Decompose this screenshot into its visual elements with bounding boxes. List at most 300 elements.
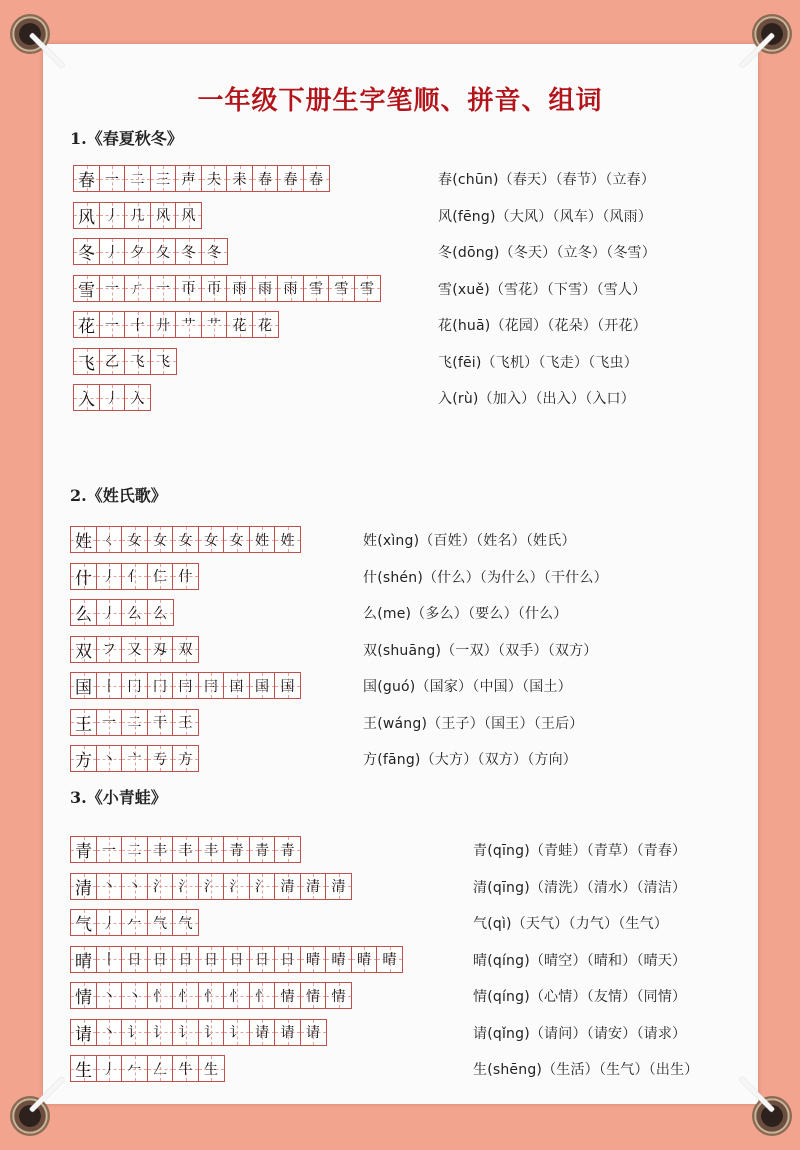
stroke-order-row: [70, 873, 351, 900]
cell-glyph: 𠃋: [153, 1061, 167, 1078]
stroke-order-row: [70, 636, 198, 663]
stroke-step-cell: [147, 909, 174, 936]
cell-glyph: 清: [280, 879, 295, 895]
section-title: 1.《春夏秋冬》: [70, 129, 183, 148]
cell-glyph: 丶: [127, 879, 142, 895]
cell-glyph: 雪: [334, 281, 349, 297]
cell-glyph: 春: [258, 171, 272, 188]
stroke-step-cell: [96, 563, 123, 590]
cell-glyph: 讠: [229, 1025, 244, 1041]
stroke-step-cell: [175, 238, 202, 265]
cell-glyph: 情: [306, 988, 320, 1005]
cell-glyph: 女: [229, 532, 244, 549]
stroke-step-cell: [99, 165, 126, 192]
stroke-step-cell: [198, 946, 225, 973]
cell-glyph: 日: [127, 952, 142, 968]
cell-glyph: ㄑ: [102, 532, 116, 549]
stroke-step-cell: [201, 238, 228, 265]
stroke-order-row: [70, 599, 172, 626]
stroke-step-cell: [150, 165, 177, 192]
cell-glyph: 丶: [102, 751, 116, 768]
stroke-step-cell: [303, 275, 330, 302]
character-cell: [70, 836, 97, 863]
cell-glyph: 入: [130, 390, 145, 407]
section-title: 2.《姓氏歌》: [70, 486, 167, 505]
stroke-step-cell: [328, 275, 355, 302]
cell-glyph: 丶: [102, 1025, 116, 1041]
stroke-step-cell: [249, 672, 276, 699]
stroke-step-cell: [124, 238, 151, 265]
stroke-step-cell: [150, 238, 177, 265]
character-cell: [70, 1019, 97, 1046]
stroke-step-cell: [147, 709, 174, 736]
stroke-step-cell: [96, 745, 123, 772]
cell-glyph: 艹: [207, 317, 221, 334]
cell-glyph: 氵: [178, 879, 193, 895]
cell-glyph: 么: [75, 605, 92, 625]
cell-glyph: 一: [105, 281, 119, 297]
cell-glyph: 二: [127, 842, 142, 859]
pinyin-vocab-line: 姓(xìng)（百姓）（姓名）（姓氏）: [363, 533, 576, 549]
stroke-step-cell: [121, 745, 148, 772]
stroke-step-cell: [249, 1019, 276, 1046]
cell-glyph: 情: [331, 988, 346, 1005]
cell-glyph: 入: [78, 390, 95, 410]
cell-glyph: 冂: [153, 678, 167, 695]
cell-glyph: 春: [309, 171, 323, 188]
stroke-step-cell: [274, 946, 301, 973]
pinyin-vocab-line: 方(fāng)（大方）（双方）（方向）: [363, 752, 577, 768]
stroke-step-cell: [96, 599, 123, 626]
stroke-order-row: [70, 836, 300, 863]
stroke-step-cell: [96, 709, 123, 736]
stroke-order-row: [73, 275, 379, 302]
stroke-order-row: [73, 311, 277, 338]
stroke-step-cell: [249, 946, 276, 973]
stroke-step-cell: [223, 946, 250, 973]
stroke-step-cell: [175, 165, 202, 192]
stroke-step-cell: [376, 946, 403, 973]
stroke-step-cell: [277, 165, 304, 192]
stroke-step-cell: [121, 599, 148, 626]
stroke-step-cell: [300, 1019, 327, 1046]
stroke-step-cell: [172, 909, 199, 936]
cell-glyph: 雨: [232, 281, 247, 297]
stroke-step-cell: [274, 982, 301, 1009]
cell-glyph: 晴: [357, 952, 371, 968]
stroke-step-cell: [96, 1055, 123, 1082]
character-cell: [70, 563, 97, 590]
character-cell: [70, 672, 97, 699]
pinyin-vocab-line: 花(huā)（花园）（花朵）（开花）: [438, 318, 647, 334]
character-cell: [70, 599, 97, 626]
cell-glyph: 晴: [382, 952, 397, 968]
pinyin-vocab-line: 国(guó)（国家）（中国）（国土）: [363, 679, 572, 695]
stroke-step-cell: [252, 275, 279, 302]
stroke-step-cell: [274, 873, 301, 900]
stroke-step-cell: [96, 836, 123, 863]
cell-glyph: 生: [204, 1061, 218, 1078]
stroke-step-cell: [351, 946, 378, 973]
stroke-step-cell: [99, 275, 126, 302]
character-cell: [73, 238, 100, 265]
stroke-step-cell: [147, 836, 174, 863]
stroke-step-cell: [325, 946, 352, 973]
cell-glyph: 二: [130, 171, 145, 188]
stroke-step-cell: [226, 311, 253, 338]
character-cell: [70, 873, 97, 900]
stroke-step-cell: [325, 873, 352, 900]
stroke-order-row: [70, 982, 351, 1009]
cell-glyph: 冬: [181, 244, 196, 261]
stroke-step-cell: [121, 672, 148, 699]
cell-glyph: 女: [153, 532, 167, 549]
cell-glyph: 丿: [105, 208, 119, 224]
stroke-step-cell: [274, 1019, 301, 1046]
stroke-order-row: [70, 909, 198, 936]
stroke-step-cell: [172, 636, 199, 663]
pin-bottom-left: [10, 1096, 50, 1136]
stroke-order-row: [70, 526, 300, 553]
pinyin-vocab-line: 气(qì)（天气）（力气）（生气）: [473, 916, 669, 932]
stroke-step-cell: [172, 1019, 199, 1046]
cell-glyph: 日: [204, 952, 218, 968]
pinyin-vocab-line: 风(fēng)（大风）（风车）（风雨）: [438, 208, 653, 225]
cell-glyph: 女: [178, 532, 193, 549]
cell-glyph: 雨: [283, 281, 298, 297]
stroke-step-cell: [175, 311, 202, 338]
cell-glyph: 雪: [78, 280, 95, 301]
stroke-step-cell: [121, 982, 148, 1009]
character-cell: [70, 909, 97, 936]
cell-glyph: 请: [306, 1025, 320, 1041]
character-cell: [73, 348, 100, 375]
stroke-step-cell: [303, 165, 330, 192]
stroke-step-cell: [121, 526, 148, 553]
stroke-step-cell: [226, 275, 253, 302]
cell-glyph: 方: [178, 751, 193, 768]
stroke-step-cell: [325, 982, 352, 1009]
cell-glyph: 双: [75, 641, 92, 662]
stroke-step-cell: [198, 526, 225, 553]
pinyin-vocab-line: 王(wáng)（王子）（国王）（王后）: [363, 715, 584, 732]
stroke-order-row: [70, 709, 198, 736]
cell-glyph: 国: [280, 678, 295, 695]
cell-glyph: 女: [204, 532, 218, 549]
cell-glyph: 情: [75, 988, 92, 1008]
pinyin-vocab-line: 什(shén)（什么）（为什么）（干什么）: [363, 569, 608, 586]
pinyin-vocab-line: 飞(fēi)（飞机）（飞走）（飞虫）: [438, 354, 638, 371]
stroke-step-cell: [121, 563, 148, 590]
character-cell: [70, 745, 97, 772]
stroke-step-cell: [124, 165, 151, 192]
stroke-step-cell: [147, 526, 174, 553]
stroke-step-cell: [121, 636, 148, 663]
stroke-step-cell: [96, 526, 123, 553]
stroke-step-cell: [124, 275, 151, 302]
stroke-step-cell: [274, 526, 301, 553]
pinyin-vocab-line: 春(chūn)（春天）（春节）（立春）: [438, 172, 656, 188]
stroke-order-row: [70, 946, 402, 973]
stroke-step-cell: [96, 873, 123, 900]
stroke-step-cell: [121, 1019, 148, 1046]
stroke-step-cell: [274, 672, 301, 699]
cell-glyph: 王: [178, 715, 193, 731]
cell-glyph: 春: [283, 171, 298, 188]
character-cell: [73, 384, 100, 411]
cell-glyph: 冬: [207, 244, 221, 261]
stroke-step-cell: [99, 384, 126, 411]
stroke-step-cell: [223, 836, 250, 863]
pinyin-vocab-line: 冬(dōng)（冬天）（立冬）（冬雪）: [438, 245, 656, 261]
stroke-step-cell: [96, 946, 123, 973]
stroke-step-cell: [201, 275, 228, 302]
cell-glyph: 三: [156, 171, 170, 188]
stroke-step-cell: [150, 275, 177, 302]
pinyin-vocab-line: 么(me)（多么）（要么）（什么）: [363, 606, 568, 622]
stroke-step-cell: [96, 636, 123, 663]
cell-glyph: 日: [280, 952, 295, 968]
stroke-step-cell: [147, 946, 174, 973]
cell-glyph: 丶: [102, 988, 116, 1005]
stroke-step-cell: [147, 1055, 174, 1082]
stroke-step-cell: [147, 745, 174, 772]
stroke-step-cell: [121, 836, 148, 863]
stroke-step-cell: [147, 672, 174, 699]
cell-glyph: 丰: [204, 842, 218, 859]
stroke-step-cell: [99, 348, 126, 375]
stroke-step-cell: [300, 873, 327, 900]
stroke-step-cell: [121, 909, 148, 936]
stroke-step-cell: [252, 311, 279, 338]
cell-glyph: 忄: [204, 988, 218, 1005]
cell-glyph: 忄: [178, 988, 193, 1005]
pinyin-vocab-line: 青(qīng)（青蛙）（青草）（青春）: [473, 843, 687, 859]
cell-glyph: 春: [78, 171, 95, 191]
character-cell: [70, 709, 97, 736]
cell-glyph: 丶: [102, 879, 116, 895]
cell-glyph: 丰: [178, 842, 193, 859]
cell-glyph: 一: [102, 715, 116, 731]
cell-glyph: 丿: [102, 1061, 116, 1078]
cell-glyph: 青: [280, 842, 295, 859]
cell-glyph: 一: [105, 317, 119, 334]
section-title: 3.《小青蛙》: [70, 788, 167, 807]
stroke-step-cell: [226, 165, 253, 192]
cell-glyph: 飞: [156, 354, 170, 370]
cell-glyph: 仁: [153, 569, 167, 585]
stroke-step-cell: [223, 982, 250, 1009]
cell-glyph: 么: [153, 605, 167, 622]
stroke-order-row: [73, 384, 150, 411]
cell-glyph: 雨: [258, 281, 272, 297]
cell-glyph: 又: [127, 642, 142, 658]
pinyin-vocab-line: 请(qǐng)（请问）（请安）（请求）: [473, 1025, 687, 1042]
pinyin-vocab-line: 入(rù)（加入）（出入）（入口）: [438, 391, 635, 407]
cell-glyph: 晴: [75, 951, 92, 972]
stroke-step-cell: [99, 238, 126, 265]
pinyin-vocab-line: 清(qīng)（清洗）（清水）（清洁）: [473, 879, 687, 896]
character-cell: [70, 636, 97, 663]
cell-glyph: 丿: [102, 569, 116, 585]
stroke-step-cell: [198, 1019, 225, 1046]
stroke-step-cell: [150, 202, 177, 229]
cell-glyph: 花: [258, 317, 272, 334]
cell-glyph: 气: [75, 915, 92, 935]
cell-glyph: 丰: [153, 842, 167, 859]
stroke-order-row: [70, 1055, 223, 1082]
cell-glyph: 帀: [181, 281, 196, 297]
stroke-step-cell: [252, 165, 279, 192]
stroke-step-cell: [172, 563, 199, 590]
cell-glyph: 日: [229, 952, 244, 968]
cell-glyph: 氵: [153, 879, 167, 895]
stroke-step-cell: [121, 946, 148, 973]
stroke-step-cell: [249, 836, 276, 863]
cell-glyph: 刄: [153, 642, 167, 658]
cell-glyph: 丿: [102, 915, 116, 932]
stroke-step-cell: [223, 526, 250, 553]
cell-glyph: 艹: [181, 317, 196, 334]
cell-glyph: 忄: [229, 988, 244, 1005]
cell-glyph: 雪: [360, 281, 374, 297]
cell-glyph: 花: [78, 317, 95, 337]
stroke-step-cell: [198, 672, 225, 699]
cell-glyph: 姓: [75, 532, 92, 552]
cell-glyph: 国: [75, 678, 92, 698]
cell-glyph: 二: [127, 715, 142, 731]
cell-glyph: 青: [229, 842, 244, 859]
cell-glyph: 双: [178, 642, 193, 658]
cell-glyph: 冃: [178, 678, 193, 695]
stroke-step-cell: [201, 311, 228, 338]
stroke-step-cell: [172, 873, 199, 900]
cell-glyph: 飞: [130, 354, 145, 370]
cell-glyph: 什: [75, 568, 92, 589]
stroke-step-cell: [172, 526, 199, 553]
stroke-order-row: [73, 348, 175, 375]
cell-glyph: 夫: [207, 171, 221, 188]
cell-glyph: 几: [130, 208, 145, 224]
stroke-step-cell: [249, 982, 276, 1009]
stroke-step-cell: [172, 946, 199, 973]
stroke-step-cell: [198, 1055, 225, 1082]
stroke-step-cell: [147, 1019, 174, 1046]
character-cell: [73, 202, 100, 229]
cell-glyph: 情: [280, 988, 295, 1005]
cell-glyph: 晴: [331, 952, 346, 968]
cell-glyph: 氵: [255, 879, 269, 895]
cell-glyph: 𠂉: [127, 1061, 142, 1078]
cell-glyph: 青: [75, 842, 92, 862]
cell-glyph: 国: [255, 678, 269, 695]
cell-glyph: 晴: [306, 952, 320, 968]
stroke-step-cell: [300, 946, 327, 973]
pinyin-vocab-line: 双(shuāng)（一双）（双手）（双方）: [363, 642, 598, 659]
cell-glyph: 冂: [127, 678, 142, 695]
stroke-step-cell: [121, 709, 148, 736]
stroke-step-cell: [249, 873, 276, 900]
stroke-step-cell: [172, 982, 199, 1009]
cell-glyph: 丿: [102, 605, 116, 622]
cell-glyph: 讠: [153, 1025, 167, 1041]
cell-glyph: 氵: [229, 879, 244, 895]
cell-glyph: 牛: [178, 1061, 193, 1078]
stroke-step-cell: [198, 982, 225, 1009]
cell-glyph: 请: [75, 1024, 92, 1045]
stroke-order-row: [73, 238, 226, 265]
stroke-step-cell: [300, 982, 327, 1009]
stroke-step-cell: [172, 836, 199, 863]
cell-glyph: 么: [127, 605, 142, 622]
cell-glyph: 请: [280, 1025, 295, 1041]
cell-glyph: 声: [181, 171, 196, 188]
character-cell: [73, 311, 100, 338]
cell-glyph: 风: [181, 208, 196, 224]
character-cell: [70, 526, 97, 553]
cell-glyph: 丨: [102, 952, 116, 968]
stroke-step-cell: [96, 672, 123, 699]
stroke-step-cell: [147, 982, 174, 1009]
character-cell: [73, 275, 100, 302]
page-title: 一年级下册生字笔顺、拼音、组词: [197, 86, 603, 116]
cell-glyph: 乙: [105, 354, 119, 370]
stroke-order-row: [70, 1019, 325, 1046]
cell-glyph: 冬: [78, 244, 95, 264]
stroke-order-row: [70, 672, 300, 699]
cell-glyph: 青: [255, 842, 269, 859]
stroke-step-cell: [223, 672, 250, 699]
stroke-step-cell: [147, 636, 174, 663]
stroke-step-cell: [99, 202, 126, 229]
cell-glyph: 囯: [229, 678, 244, 695]
cell-glyph: 讠: [127, 1025, 142, 1041]
cell-glyph: 亻: [127, 569, 142, 585]
stroke-step-cell: [172, 745, 199, 772]
cell-glyph: フ: [102, 642, 116, 658]
cell-glyph: 清: [331, 879, 346, 895]
cell-glyph: 女: [127, 532, 142, 549]
stroke-step-cell: [124, 202, 151, 229]
cell-glyph: 飞: [78, 353, 95, 374]
cell-glyph: 讠: [204, 1025, 218, 1041]
cell-glyph: 日: [178, 952, 193, 968]
stroke-step-cell: [124, 348, 151, 375]
cell-glyph: 一: [105, 171, 119, 188]
cell-glyph: 廾: [156, 317, 170, 334]
character-cell: [70, 946, 97, 973]
cell-glyph: 忄: [153, 988, 167, 1005]
stroke-step-cell: [223, 873, 250, 900]
stroke-step-cell: [150, 348, 177, 375]
cell-glyph: 风: [156, 208, 170, 224]
stroke-step-cell: [124, 384, 151, 411]
stroke-step-cell: [147, 599, 174, 626]
cell-glyph: 丨: [102, 678, 116, 695]
cell-glyph: 夕: [130, 244, 145, 261]
stroke-step-cell: [121, 1055, 148, 1082]
stroke-step-cell: [175, 202, 202, 229]
stroke-step-cell: [175, 275, 202, 302]
cell-glyph: 丶: [127, 988, 142, 1005]
stroke-step-cell: [96, 1019, 123, 1046]
stroke-step-cell: [172, 1055, 199, 1082]
cell-glyph: 夂: [156, 244, 170, 261]
stroke-step-cell: [172, 672, 199, 699]
cell-glyph: 十: [130, 317, 145, 334]
cell-glyph: 日: [153, 952, 167, 968]
character-cell: [73, 165, 100, 192]
